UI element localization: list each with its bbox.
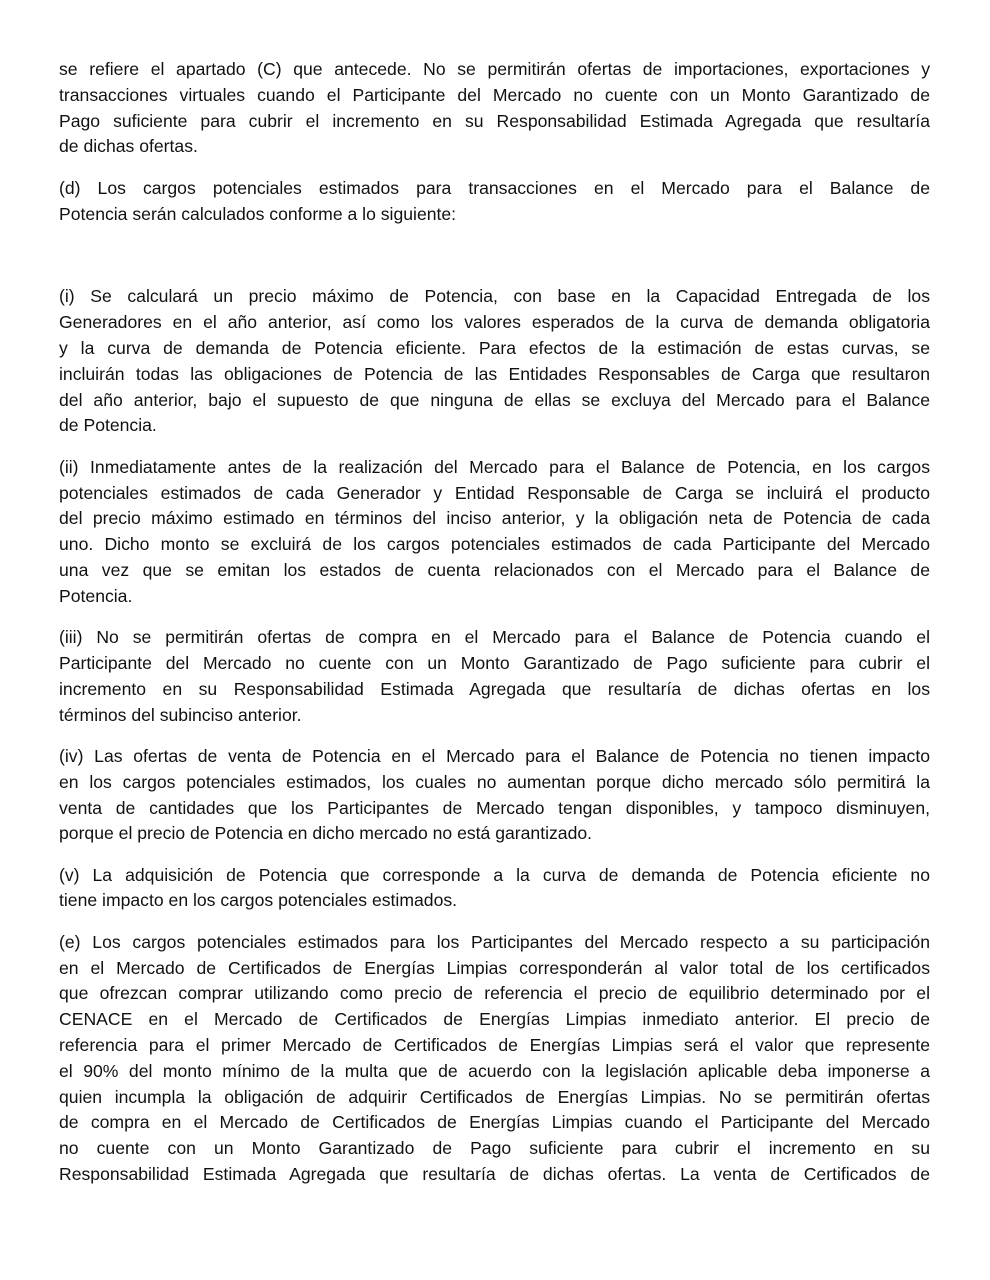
text-line: del precio máximo estimado en términos del inciso anterior, y la obligación neta de Potencia de cada: [59, 508, 930, 529]
text-line: venta de cantidades que los Participantes de Mercado tengan disponibles, y tampoco disminuyen,: [59, 797, 930, 818]
paragraph-i: [59, 284, 930, 439]
text-line: CENACE en el Mercado de Certificados de Energías Limpias inmediato anterior. El precio de: [59, 1009, 930, 1030]
text-line: de Potencia.: [59, 415, 157, 436]
paragraph-e: [59, 930, 930, 1188]
text-line: incluirán todas las obligaciones de Potencia de las Entidades Responsables de Carga que resultaron: [59, 363, 930, 384]
document-page: [59, 57, 930, 1203]
paragraph-iii: [59, 625, 930, 728]
text-line: (iv) Las ofertas de venta de Potencia en el Mercado para el Balance de Potencia no tienen impacto: [59, 745, 930, 766]
text-line: Potencia serán calculados conforme a lo siguiente:: [59, 203, 457, 224]
text-line: Participante del Mercado no cuente con un Monto Garantizado de Pago suficiente para cubrir el: [59, 652, 930, 673]
text-line: de dichas ofertas.: [59, 136, 198, 157]
text-line: del año anterior, bajo el supuesto de que ninguna de ellas se excluya del Mercado para el Balance: [59, 389, 930, 410]
text-line: el 90% del monto mínimo de la multa que de acuerdo con la legislación aplicable deba imponerse a: [59, 1060, 930, 1081]
text-line: en los cargos potenciales estimados, los cuales no aumentan porque dicho mercado sólo permitirá la: [59, 771, 930, 792]
paragraph-ii: [59, 455, 930, 610]
text-line: Potencia.: [59, 585, 133, 606]
paragraph-continuation: [59, 57, 930, 160]
paragraph-iv: [59, 744, 930, 847]
text-line: de compra en el Mercado de Certificados de Energías Limpias cuando el Participante del Mercado: [59, 1112, 930, 1133]
text-line: transacciones virtuales cuando el Participante del Mercado no cuente con un Monto Garantizado de: [59, 84, 930, 105]
text-line: referencia para el primer Mercado de Certificados de Energías Limpias será el valor que represente: [59, 1035, 930, 1056]
text-line: se refiere el apartado (C) que antecede. No se permitirán ofertas de importaciones, exportaciones y: [59, 59, 930, 79]
paragraph-v: [59, 863, 930, 915]
paragraph-d: [59, 176, 930, 228]
text-line: Generadores en el año anterior, así como los valores esperados de la curva de demanda obligatoria: [59, 312, 930, 333]
text-line: (d) Los cargos potenciales estimados para transacciones en el Mercado para el Balance de: [59, 177, 930, 198]
text-line: quien incumpla la obligación de adquirir Certificados de Energías Limpias. No se permitirán ofertas: [59, 1086, 930, 1107]
text-line: y la curva de demanda de Potencia eficiente. Para efectos de la estimación de estas curvas, se: [59, 337, 930, 358]
text-line: tiene impacto en los cargos potenciales estimados.: [59, 890, 458, 911]
text-line: (i) Se calculará un precio máximo de Potencia, con base en la Capacidad Entregada de los: [59, 286, 930, 307]
text-line: términos del subinciso anterior.: [59, 704, 302, 725]
text-line: que ofrezcan comprar utilizando como precio de referencia el precio de equilibrio determinado por el: [59, 983, 930, 1004]
text-line: (v) La adquisición de Potencia que corresponde a la curva de demanda de Potencia eficiente no: [59, 864, 930, 885]
text-line: potenciales estimados de cada Generador y Entidad Responsable de Carga se incluirá el producto: [59, 482, 930, 503]
text-line: Pago suficiente para cubrir el incremento en su Responsabilidad Estimada Agregada que resultaría: [59, 110, 930, 131]
text-line: (e) Los cargos potenciales estimados para los Participantes del Mercado respecto a su participación: [59, 931, 930, 952]
text-line: en el Mercado de Certificados de Energías Limpias corresponderán al valor total de los certificados: [59, 957, 930, 978]
text-line: porque el precio de Potencia en dicho mercado no está garantizado.: [59, 823, 593, 844]
text-line: (iii) No se permitirán ofertas de compra en el Mercado para el Balance de Potencia cuando el: [59, 627, 930, 648]
text-line: una vez que se emitan los estados de cuenta relacionados con el Mercado para el Balance de: [59, 559, 930, 580]
text-line: Responsabilidad Estimada Agregada que resultaría de dichas ofertas. La venta de Certificados de: [59, 1164, 930, 1185]
text-line: (ii) Inmediatamente antes de la realización del Mercado para el Balance de Potencia, en los cargos: [59, 456, 930, 477]
text-line: incremento en su Responsabilidad Estimada Agregada que resultaría de dichas ofertas en los: [59, 678, 930, 699]
text-line: no cuente con un Monto Garantizado de Pago suficiente para cubrir el incremento en su: [59, 1138, 930, 1159]
text-line: uno. Dicho monto se excluirá de los cargos potenciales estimados de cada Participante del Mercado: [59, 534, 930, 555]
